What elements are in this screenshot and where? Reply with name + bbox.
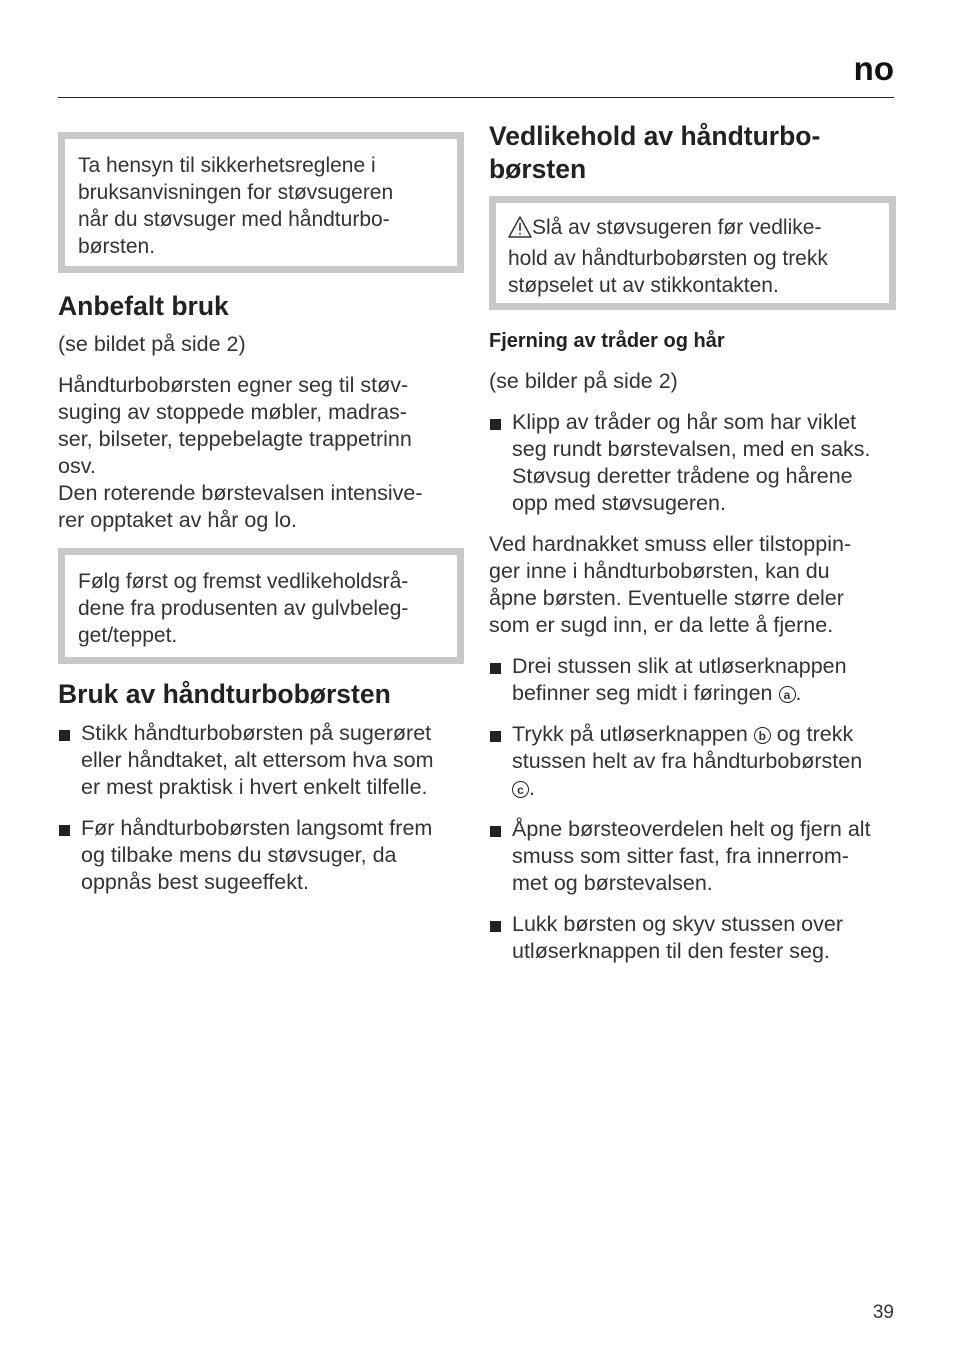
bullet-square-icon [490, 921, 501, 932]
title-line: børsten [489, 154, 587, 184]
section-title-use: Bruk av håndturbobørsten [58, 679, 391, 709]
warning-text: Slå av støvsugeren før vedlike- [532, 216, 822, 239]
text-line: Støvsug deretter trådene og hårene [512, 464, 853, 488]
list-item [489, 911, 896, 965]
list-item [489, 409, 896, 517]
header-rule [58, 97, 894, 98]
description-paragraph [489, 531, 896, 639]
text-fragment: og trekk [776, 722, 854, 746]
text-line: suging av stoppede møbler, madras- [58, 400, 407, 424]
text-line: og tilbake mens du støvsuger, da [81, 843, 397, 867]
text-line: som er sugd inn, er da lette å fjerne. [489, 613, 834, 637]
description-paragraph [58, 372, 464, 534]
safety-notice-box [58, 132, 464, 273]
bullet-square-icon [490, 826, 501, 837]
warning-line [508, 214, 877, 245]
subsection-title: Fjerning av tråder og hår [489, 330, 725, 352]
section-title-maintenance [489, 120, 896, 186]
warning-line: støpselet ut av stikkontakten. [508, 274, 779, 297]
safety-line: når du støvsuger med håndturbo- [78, 208, 390, 231]
warning-triangle-icon [508, 216, 532, 245]
bullet-square-icon [59, 825, 70, 836]
text-line: rer opptaket av hår og lo. [58, 508, 298, 532]
right-column [489, 120, 896, 965]
text-line: stussen helt av fra håndturbobørsten [512, 749, 863, 773]
text-line: Den roterende børstevalsen intensive- [58, 481, 423, 505]
text-line: Drei stussen slik at utløserknappen [512, 654, 847, 678]
text-line [512, 680, 896, 707]
title-line: Vedlikehold av håndturbo- [489, 121, 821, 151]
bullet-square-icon [490, 419, 501, 430]
text-line: Før håndturbobørsten langsomt frem [81, 816, 433, 840]
text-line: Lukk børsten og skyv stussen over [512, 912, 844, 936]
page-number: 39 [872, 1302, 894, 1323]
list-item [489, 816, 896, 897]
text-line: seg rundt børstevalsen, med en saks. [512, 437, 871, 461]
text-line: met og børstevalsen. [512, 871, 713, 895]
text-line: Håndturbobørsten egner seg til støv- [58, 373, 409, 397]
safety-line: bruksanvisningen for støvsugeren [78, 181, 394, 204]
text-line: utløserknappen til den fester seg. [512, 939, 830, 963]
marker-a-icon: a [779, 686, 796, 703]
text-line: Stikk håndturbobørsten på sugerøret [81, 721, 432, 745]
note-line: dene fra produsenten av gulvbeleg- [78, 597, 409, 620]
text-line: åpne børsten. Eventuelle større deler [489, 586, 844, 610]
language-code: no [853, 50, 894, 87]
left-column [58, 132, 464, 896]
text-line: er mest praktisk i hvert enkelt tilfelle. [81, 775, 428, 799]
text-line: Ved hardnakket smuss eller tilstoppin- [489, 532, 852, 556]
text-line: opp med støvsugeren. [512, 491, 726, 515]
text-fragment: befinner seg midt i føringen [512, 681, 773, 705]
warning-line: hold av håndturbobørsten og trekk [508, 247, 828, 270]
text-line: Klipp av tråder og hår som har viklet [512, 410, 857, 434]
maintenance-note-box [58, 548, 464, 664]
text-line: ser, bilseter, teppebelagte trappetrinn [58, 427, 412, 451]
text-line: eller håndtaket, alt ettersom hva som [81, 748, 434, 772]
note-line: Følg først og fremst vedlikeholdsrå- [78, 570, 409, 593]
text-line [512, 721, 896, 748]
text-line: Åpne børsteoverdelen helt og fjern alt [512, 817, 871, 841]
list-item [489, 653, 896, 707]
section-title-recommended-use: Anbefalt bruk [58, 291, 229, 321]
text-fragment: Trykk på utløserknappen [512, 722, 748, 746]
list-item [58, 720, 464, 801]
list-item [489, 721, 896, 802]
bullet-square-icon [490, 663, 501, 674]
bullet-square-icon [490, 731, 501, 742]
section-ref: (se bilder på side 2) [489, 369, 678, 393]
list-item [58, 815, 464, 896]
text-line: ger inne i håndturbobørsten, kan du [489, 559, 830, 583]
text-fragment: . [529, 776, 535, 800]
text-fragment: . [795, 681, 802, 705]
safety-line: børsten. [78, 235, 156, 258]
warning-box [489, 196, 896, 310]
marker-b-icon: b [754, 727, 771, 744]
bullet-square-icon [59, 730, 70, 741]
safety-line: Ta hensyn til sikkerhetsreglene i [78, 154, 376, 177]
text-line: osv. [58, 454, 96, 478]
note-line: get/teppet. [78, 624, 178, 647]
text-line: oppnås best sugeeffekt. [81, 870, 309, 894]
section-ref: (se bildet på side 2) [58, 332, 246, 356]
text-line: smuss som sitter fast, fra innerrom- [512, 844, 849, 868]
marker-c-icon: c [512, 781, 529, 798]
text-line [512, 775, 896, 802]
